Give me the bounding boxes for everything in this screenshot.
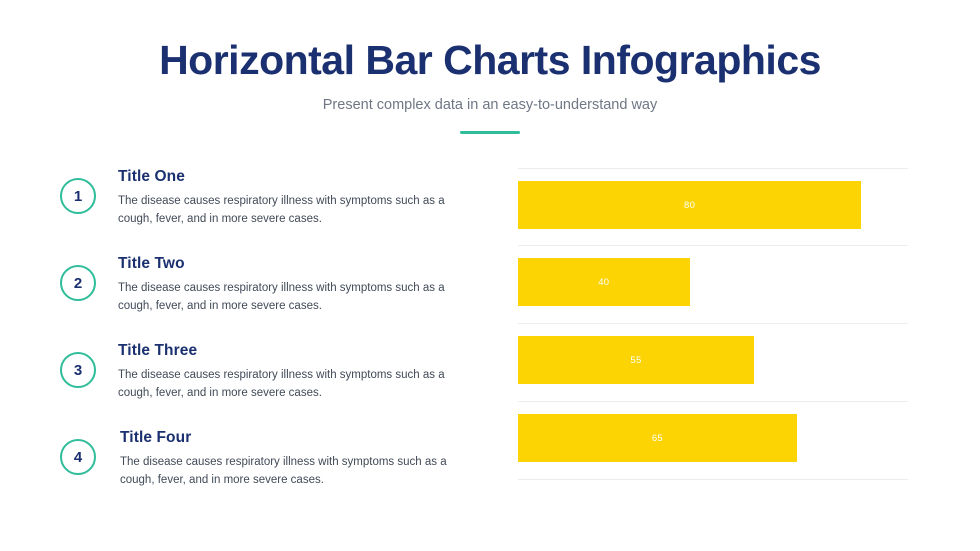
item-title: Title Four	[120, 429, 192, 446]
item-text-block	[120, 429, 500, 490]
list-item[interactable]	[60, 168, 500, 253]
item-title: Title One	[118, 168, 185, 185]
item-description: The disease causes respiratory illness with symptoms such as a cough, fever, and in more severe cases.	[118, 282, 445, 312]
bar-value-label: 55	[630, 354, 642, 366]
list-item[interactable]	[60, 253, 500, 338]
item-text-block	[118, 255, 500, 316]
item-title: Title Three	[118, 342, 198, 359]
chart-row	[518, 246, 908, 324]
item-title: Title Two	[118, 255, 185, 272]
item-number-badge: 4	[60, 439, 96, 475]
list-item[interactable]	[60, 338, 500, 423]
bar-value-label: 40	[598, 276, 610, 288]
bar-value-label: 80	[684, 199, 696, 211]
items-list	[60, 168, 500, 508]
chart-bar[interactable]	[518, 414, 797, 462]
header	[0, 0, 980, 134]
bar-value-label: 65	[651, 432, 663, 444]
chart-row	[518, 402, 908, 480]
chart-row	[518, 324, 908, 402]
item-description: The disease causes respiratory illness with symptoms such as a cough, fever, and in more severe cases.	[120, 456, 447, 486]
page-title: Horizontal Bar Charts Infographics	[159, 37, 821, 83]
chart-bar[interactable]	[518, 181, 861, 229]
chart-bar[interactable]	[518, 258, 690, 306]
title-divider	[460, 131, 520, 134]
item-number-badge: 3	[60, 352, 96, 388]
item-number-badge: 2	[60, 265, 96, 301]
item-number-badge: 1	[60, 178, 96, 214]
list-item[interactable]	[60, 423, 500, 508]
chart-bar[interactable]	[518, 336, 754, 384]
page-subtitle: Present complex data in an easy-to-understand way	[322, 97, 658, 114]
content-area	[0, 168, 980, 508]
horizontal-bar-chart	[518, 168, 908, 498]
chart-row	[518, 168, 908, 246]
item-description: The disease causes respiratory illness with symptoms such as a cough, fever, and in more severe cases.	[118, 195, 445, 225]
item-text-block	[118, 168, 500, 229]
item-text-block	[118, 342, 500, 403]
item-description: The disease causes respiratory illness with symptoms such as a cough, fever, and in more severe cases.	[118, 369, 445, 399]
